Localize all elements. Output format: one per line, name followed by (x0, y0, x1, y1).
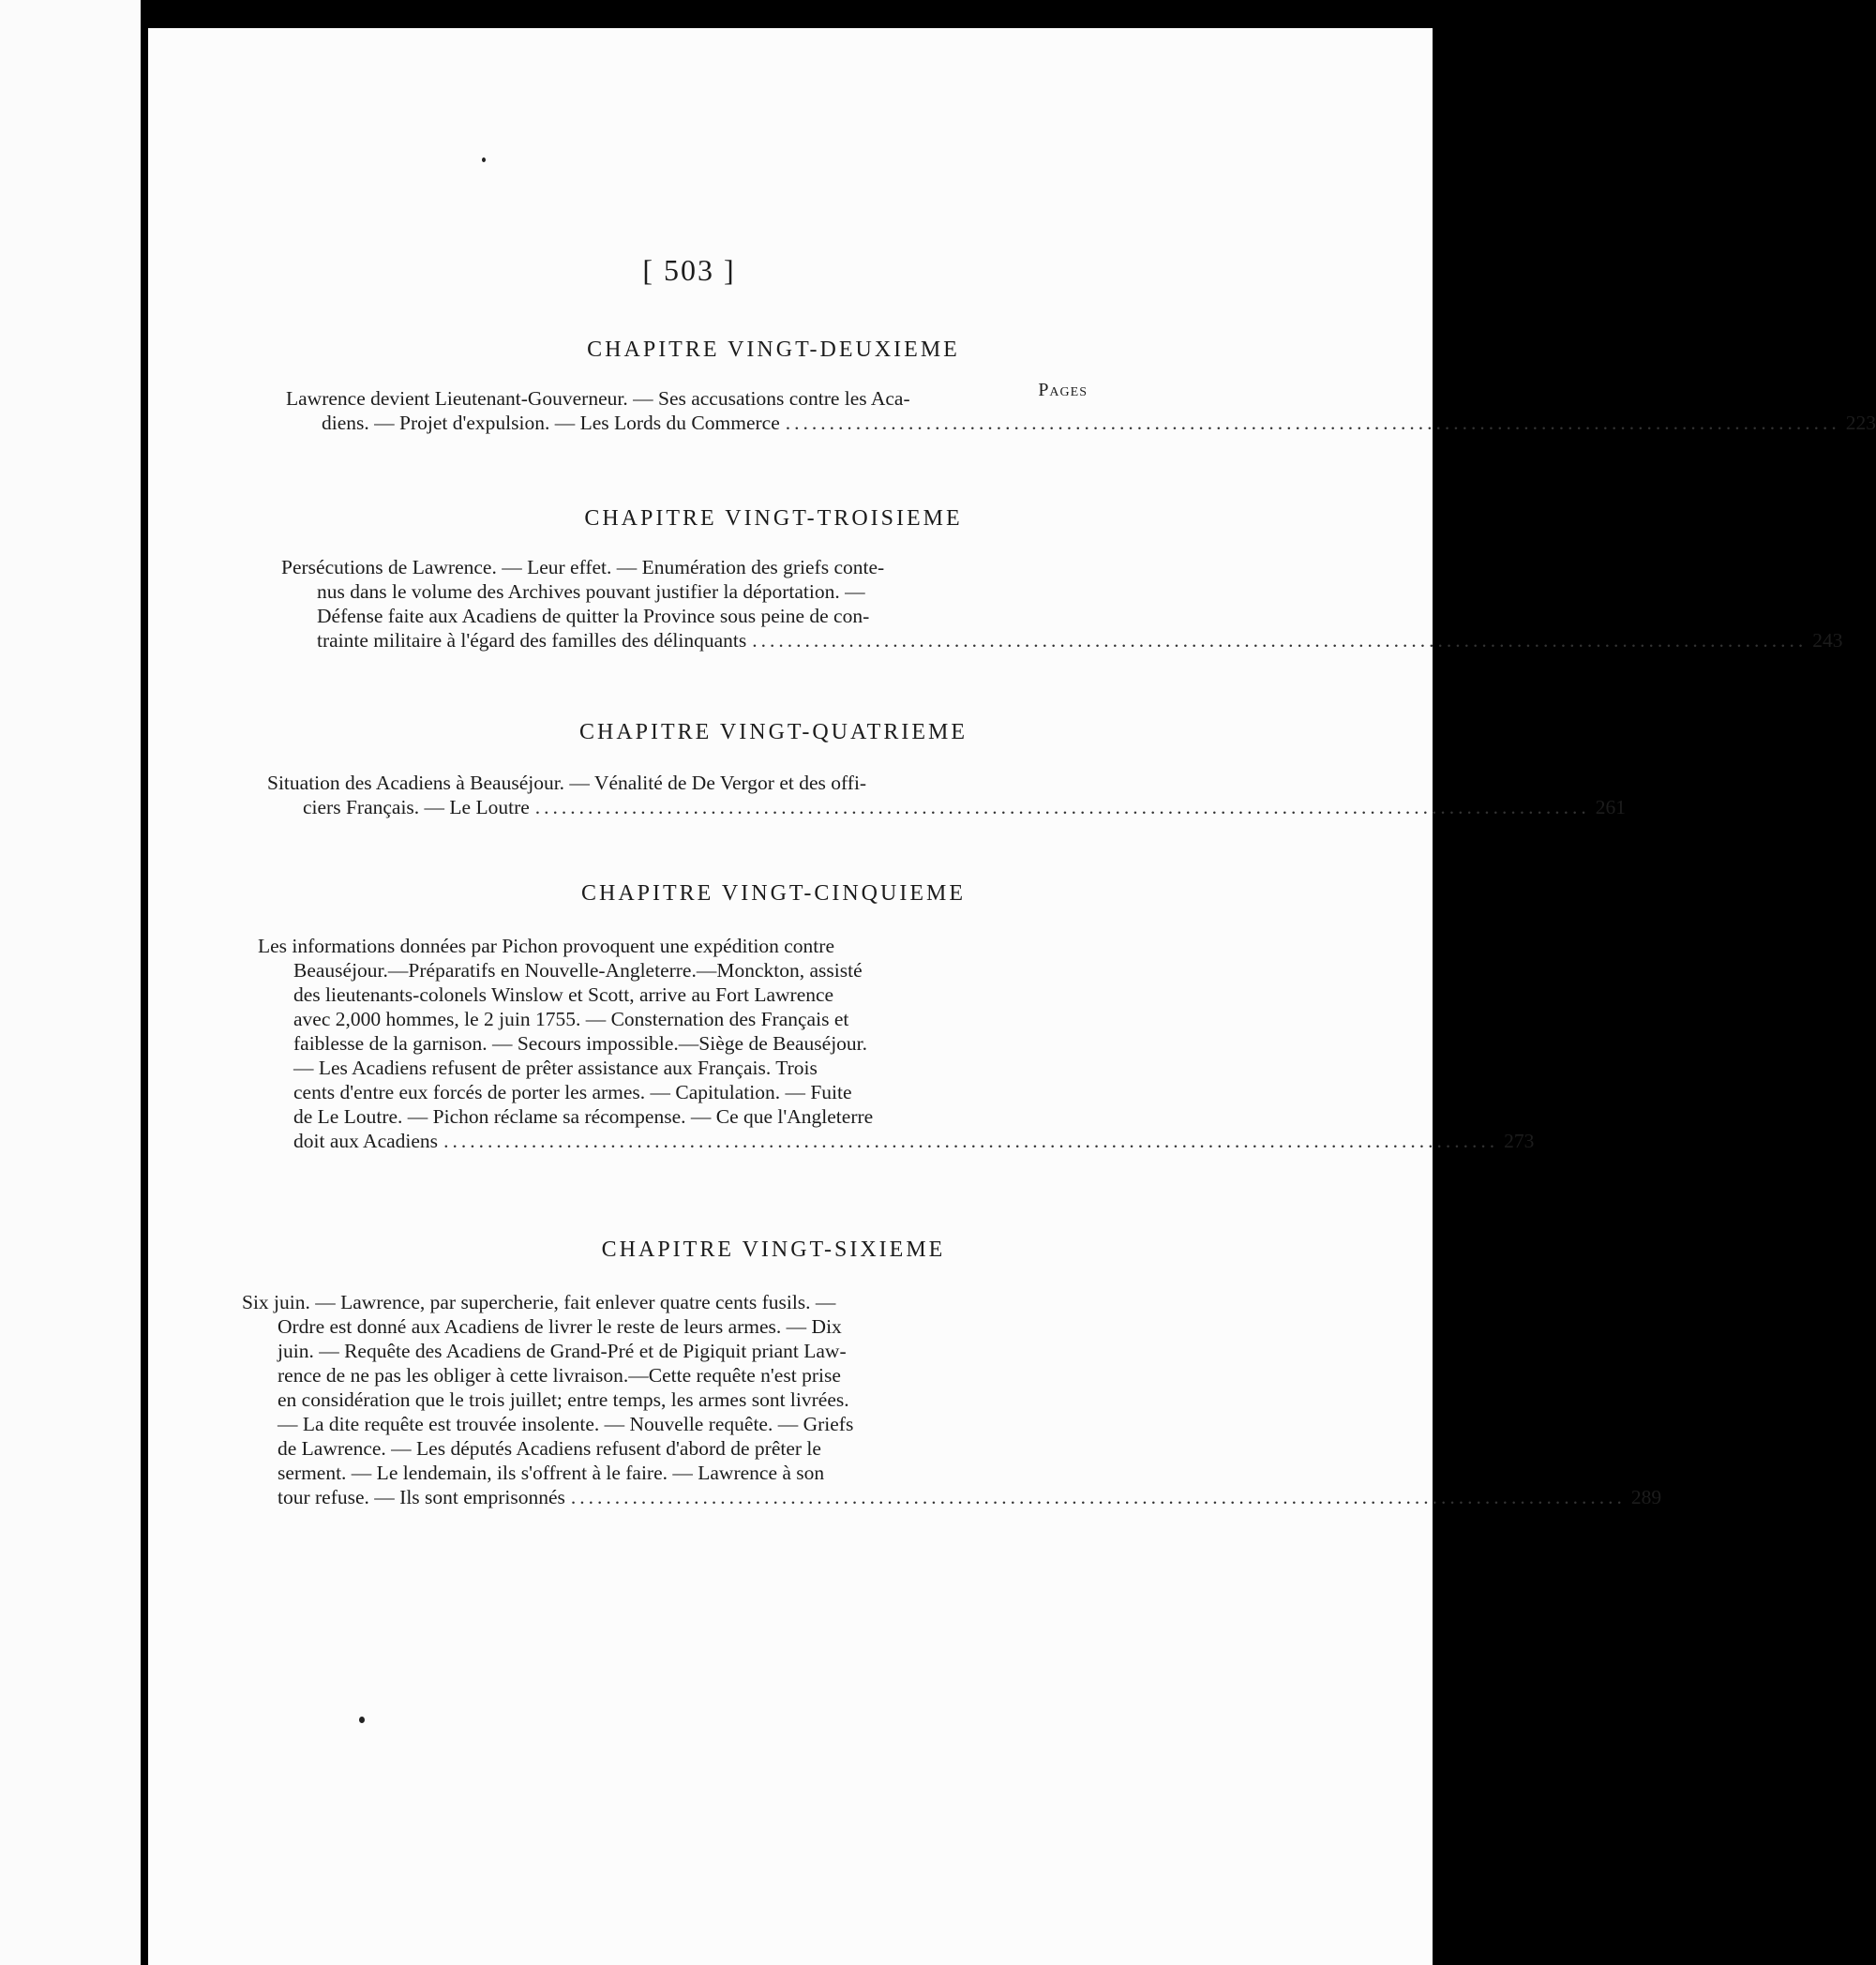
entry-line: en considération que le trois juillet; entre temps, les armes sont livrées. (278, 1388, 849, 1411)
entry-line: Situation des Acadiens à Beauséjour. — Vénalité de De Vergor et des offi- (267, 772, 867, 794)
dot-leader: ........................................................................................................................ (443, 1130, 1499, 1152)
entry-line: cents d'entre eux forcés de porter les armes. — Capitulation. — Fuite (293, 1081, 852, 1103)
toc-entry (258, 934, 1535, 1153)
dot-leader: ........................................................................................................................ (570, 1486, 1626, 1508)
entry-line: Défense faite aux Acadiens de quitter la Province sous peine de con- (317, 605, 870, 627)
entry-line: juin. — Requête des Acadiens de Grand-Pré et de Pigiquit priant Law- (278, 1340, 847, 1362)
chapter-title: CHAPITRE VINGT-DEUXIEME (587, 338, 960, 362)
entry-line: faiblesse de la garnison. — Secours impossible.—Siège de Beauséjour. (293, 1032, 868, 1055)
entry-last-line (258, 1129, 1535, 1153)
page-number: [ 503 ] (642, 253, 736, 287)
entry-page: 273 (1504, 1130, 1535, 1152)
entry-line: Les informations données par Pichon provoquent une expédition contre (258, 935, 834, 957)
toc-entry (286, 386, 1876, 435)
entry-page: 289 (1630, 1486, 1662, 1508)
toc-entry (281, 555, 1843, 652)
entry-last-line (281, 628, 1843, 652)
ink-speck (359, 1717, 365, 1723)
entry-line: Six juin. — Lawrence, par supercherie, fait enlever quatre cents fusils. — (242, 1291, 836, 1313)
entry-line: avec 2,000 hommes, le 2 juin 1755. — Consternation des Français et (293, 1008, 849, 1030)
chapter-title: CHAPITRE VINGT-QUATRIEME (579, 720, 968, 744)
entry-line: trainte militaire à l'égard des familles des délinquants (317, 629, 747, 652)
chapter-title: CHAPITRE VINGT-TROISIEME (584, 506, 963, 531)
scan-border (148, 0, 1433, 28)
entry-line: — Les Acadiens refusent de prêter assistance aux Français. Trois (293, 1057, 818, 1079)
entry-line: Beauséjour.—Préparatifs en Nouvelle-Angleterre.—Monckton, assisté (293, 959, 863, 982)
entry-line: nus dans le volume des Archives pouvant justifier la déportation. — (317, 580, 865, 603)
entry-line: de Lawrence. — Les députés Acadiens refusent d'abord de prêter le (278, 1437, 821, 1460)
entry-line: ciers Français. — Le Loutre (303, 796, 530, 818)
entry-line: de Le Loutre. — Pichon réclame sa récompense. — Ce que l'Angleterre (293, 1105, 874, 1128)
entry-line: Ordre est donné aux Acadiens de livrer le reste de leurs armes. — Dix (278, 1315, 842, 1338)
entry-line: tour refuse. — Ils sont emprisonnés (278, 1486, 565, 1508)
entry-line: Persécutions de Lawrence. — Leur effet. — Enumération des griefs conte- (281, 556, 885, 578)
entry-page: 243 (1812, 629, 1843, 652)
entry-last-line (286, 411, 1876, 435)
ink-speck (482, 158, 486, 162)
entry-last-line (242, 1485, 1662, 1509)
entry-line: serment. — Le lendemain, ils s'offrent à le faire. — Lawrence à son (278, 1462, 825, 1484)
entry-line: rence de ne pas les obliger à cette livraison.—Cette requête n'est prise (278, 1364, 841, 1387)
dot-leader: ........................................................................................................................ (785, 412, 1840, 434)
toc-entry (267, 771, 1627, 819)
entry-line: Lawrence devient Lieutenant-Gouverneur. — Ses accusations contre les Aca- (286, 387, 910, 410)
entry-line: diens. — Projet d'expulsion. — Les Lords du Commerce (322, 412, 780, 434)
entry-last-line (267, 795, 1627, 819)
entry-line: doit aux Acadiens (293, 1130, 439, 1152)
dot-leader: ........................................................................................................................ (752, 629, 1808, 652)
chapter-title: CHAPITRE VINGT-CINQUIEME (581, 881, 966, 906)
entry-line: des lieutenants-colonels Winslow et Scott, arrive au Fort Lawrence (293, 983, 834, 1006)
dot-leader: ........................................................................................................................ (534, 796, 1590, 818)
toc-entry (242, 1290, 1662, 1509)
chapter-title: CHAPITRE VINGT-SIXIEME (601, 1238, 946, 1262)
entry-page: 261 (1595, 796, 1627, 818)
entry-line: — La dite requête est trouvée insolente. — Nouvelle requête. — Griefs (278, 1413, 854, 1435)
entry-page: 223 (1845, 412, 1876, 434)
pages-column-label: Pages (1038, 380, 1088, 400)
left-facing-page (0, 0, 141, 1965)
